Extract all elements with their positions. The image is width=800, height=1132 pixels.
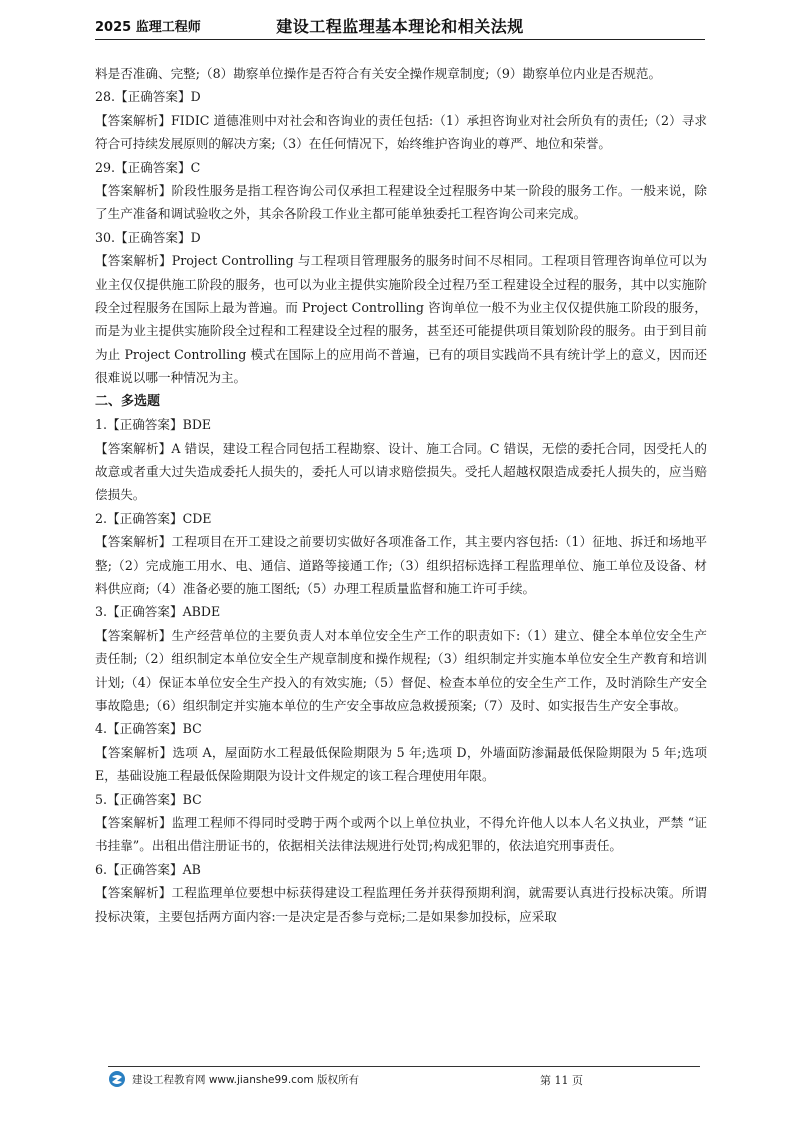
answer-line: 2.【正确答案】CDE <box>95 510 212 526</box>
header-title: 建设工程监理基本理论和相关法规 <box>276 17 524 36</box>
explanation-paragraph: 【答案解析】工程项目在开工建设之前要切实做好各项准备工作，其主要内容包括:（1）征地、拆迁和场地平整;（2）完成施工用水、电、通信、道路等接通工作;（3）组织招标选择工程监理单位、施工单位及设备、材料供应商;（4）准备必要的施工图纸;（5）办理工程质量监督和施工许可手续。 <box>95 534 707 596</box>
page-header <box>95 12 705 40</box>
page-footer <box>108 1070 700 1092</box>
page-number: 第 11 页 <box>540 1074 583 1087</box>
answer-line: 30.【正确答案】D <box>95 229 201 245</box>
footer-copyright: 建设工程教育网 www.jianshe99.com 版权所有 <box>132 1074 359 1086</box>
explanation-paragraph: 【答案解析】监理工程师不得同时受聘于两个或两个以上单位执业，不得允许他人以本人名义执业，严禁 “证书挂靠”。出租出借注册证书的，依据相关法律法规进行处罚;构成犯罪的，依法追究刑事责任。 <box>95 815 707 854</box>
header-divider <box>95 39 705 40</box>
answer-line: 28.【正确答案】D <box>95 89 201 105</box>
explanation-paragraph: 【答案解析】Project Controlling 与工程项目管理服务的服务时间不尽相同。工程项目管理咨询单位可以为业主仅仅提供施工阶段的服务，也可以为业主提供实施阶段全过程乃至工程建设全过程的服务，其中以实施阶段全过程服务在国际上最为普遍。而 Project Controlling 咨询单位一般不为业主仅仅提供施工阶段的服务，而是为业主提供实施阶段全过程和工程建设全过程的服务，甚至还可能提供项目策划阶段的服务。由于到目前为止 Project Controlling 模式在国际上的应用尚不普遍，已有的项目实践尚不具有统计学上的意义，因而还很难说以哪一种情况为主。 <box>95 253 707 386</box>
jianshe-logo-icon <box>108 1070 126 1088</box>
answer-line: 29.【正确答案】C <box>95 159 201 175</box>
explanation-paragraph: 【答案解析】工程监理单位要想中标获得建设工程监理任务并获得预期利润，就需要认真进行投标决策。所谓投标决策，主要包括两方面内容:一是决定是否参与竞标;二是如果参加投标，应采取 <box>95 885 707 924</box>
answer-line: 6.【正确答案】AB <box>95 861 201 877</box>
explanation-paragraph: 【答案解析】FIDIC 道德准则中对社会和咨询业的责任包括:（1）承担咨询业对社会所负有的责任;（2）寻求符合可持续发展原则的解决方案;（3）在任何情况下，始终维护咨询业的尊严、地位和荣誉。 <box>95 112 707 152</box>
explanation-paragraph: 【答案解析】生产经营单位的主要负责人对本单位安全生产工作的职责如下:（1）建立、健全本单位安全生产责任制;（2）组织制定本单位安全生产规章制度和操作规程;（3）组织制定并实施本单位安全生产教育和培训计划;（4）保证本单位安全生产投入的有效实施;（5）督促、检查本单位的安全生产工作，及时消除生产安全事故隐患;（6）组织制定并实施本单位的生产安全事故应急救援预案;（7）及时、如实报告生产安全事故。 <box>95 627 707 713</box>
explanation-paragraph: 【答案解析】选项 A，屋面防水工程最低保险期限为 5 年;选项 D，外墙面防渗漏最低保险期限为 5 年;选项 E，基础设施工程最低保险期限为设计文件规定的该工程合理使用年限。 <box>95 744 707 784</box>
answer-line: 3.【正确答案】ABDE <box>95 604 221 620</box>
answer-line: 1.【正确答案】BDE <box>95 417 212 433</box>
section-heading: 二、多选题 <box>95 393 161 409</box>
explanation-paragraph: 【答案解析】A 错误，建设工程合同包括工程勘察、设计、施工合同。C 错误，无偿的委托合同，因受托人的故意或者重大过失造成委托人损失的，委托人可以请求赔偿损失。受托人超越权限造成委托人损失的，应当赔偿损失。 <box>95 440 707 503</box>
document-body <box>95 62 707 928</box>
answer-line: 4.【正确答案】BC <box>95 721 202 737</box>
footer-divider <box>108 1066 700 1067</box>
answer-line: 5.【正确答案】BC <box>95 791 202 807</box>
explanation-paragraph: 料是否准确、完整;（8）勘察单位操作是否符合有关安全操作规章制度;（9）勘察单位内业是否规范。 <box>95 66 662 81</box>
header-exam-label: 2025 监理工程师 <box>95 20 201 35</box>
explanation-paragraph: 【答案解析】阶段性服务是指工程咨询公司仅承担工程建设全过程服务中某一阶段的服务工作。一般来说，除了生产准备和调试验收之外，其余各阶段工作业主都可能单独委托工程咨询公司来完成。 <box>95 183 707 222</box>
